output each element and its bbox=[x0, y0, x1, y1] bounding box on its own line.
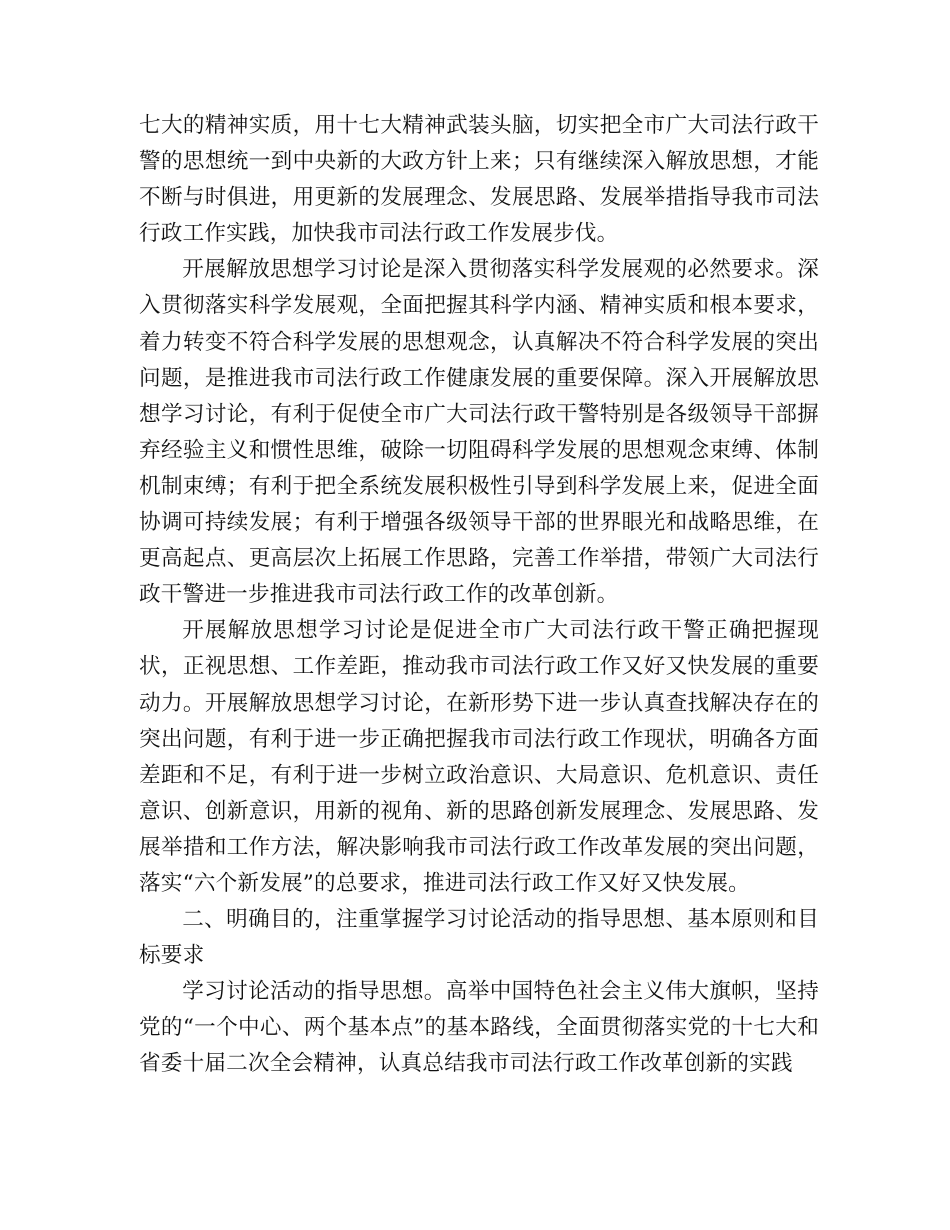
paragraph-guiding-ideology: 学习讨论活动的指导思想。高举中国特色社会主义伟大旗帜，坚持党的“一个中心、两个基本点”的基本路线，全面贯彻落实党的十七大和省委十届二次全会精神，认真总结我市司法行政工作改革创新的实践 bbox=[139, 979, 819, 1077]
paragraph-continuation: 七大的精神实质，用十七大精神武装头脑，切实把全市广大司法行政干警的思想统一到中央新的大政方针上来；只有继续深入解放思想，才能不断与时俱进，用更新的发展理念、发展思路、发展举措指导我市司法行政工作实践，加快我市司法行政工作发展步伐。 bbox=[139, 113, 819, 247]
paragraph-scientific-development: 开展解放思想学习讨论是深入贯彻落实科学发展观的必然要求。深入贯彻落实科学发展观，全面把握其科学内涵、精神实质和根本要求，着力转变不符合科学发展的思想观念，认真解决不符合科学发展的突出问题，是推进我市司法行政工作健康发展的重要保障。深入开展解放思想学习讨论，有利于促使全市广大司法行政干警特别是各级领导干部摒弃经验主义和惯性思维，破除一切阻碍科学发展的思想观念束缚、体制机制束缚；有利于把全系统发展积极性引导到科学发展上来，促进全面协调可持续发展；有利于增强各级领导干部的世界眼光和战略思维，在更高起点、更高层次上拓展工作思路，完善工作举措，带领广大司法行政干警进一步推进我市司法行政工作的改革创新。 bbox=[139, 257, 819, 608]
section-heading-two: 二、明确目的，注重掌握学习讨论活动的指导思想、基本原则和目标要求 bbox=[139, 907, 819, 969]
paragraph-current-situation: 开展解放思想学习讨论是促进全市广大司法行政干警正确把握现状，正视思想、工作差距，推动我市司法行政工作又好又快发展的重要动力。开展解放思想学习讨论，在新形势下进一步认真查找解决存在的突出问题，有利于进一步正确把握我市司法行政工作现状，明确各方面差距和不足，有利于进一步树立政治意识、大局意识、危机意识、责任意识、创新意识，用新的视角、新的思路创新发展理念、发展思路、发展举措和工作方法，解决影响我市司法行政工作改革发展的突出问题，落实“六个新发展”的总要求，推进司法行政工作又好又快发展。 bbox=[139, 618, 819, 896]
document-body bbox=[139, 108, 819, 1083]
